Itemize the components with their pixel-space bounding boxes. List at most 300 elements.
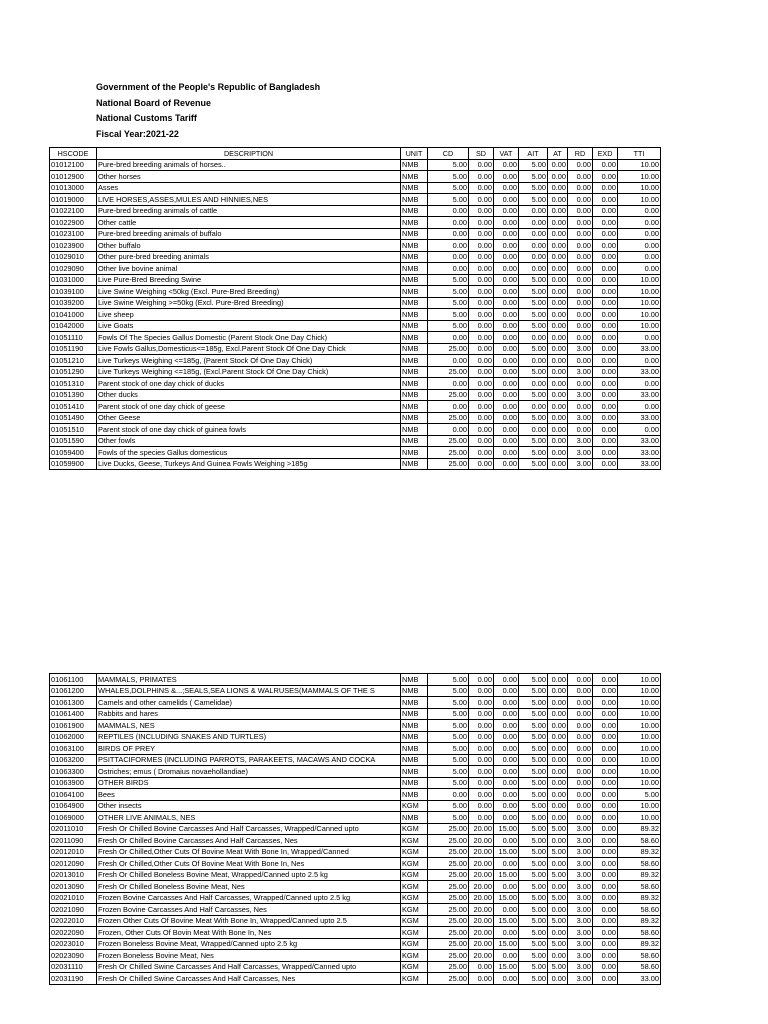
exd-cell: 0.00 bbox=[593, 205, 618, 217]
description-cell: Live Turkeys Weighing <=185g, (Parent Stock Of One Day Chick) bbox=[97, 355, 401, 367]
tti-cell: 10.00 bbox=[618, 812, 661, 824]
tti-cell: 10.00 bbox=[618, 743, 661, 755]
sd-cell: 0.00 bbox=[469, 674, 494, 686]
exd-cell: 0.00 bbox=[593, 708, 618, 720]
hscode-cell: 01061100 bbox=[50, 674, 97, 686]
description-cell: Fresh Or Chilled Swine Carcasses And Half Carcasses, Wrapped/Canned upto bbox=[97, 961, 401, 973]
exd-cell: 0.00 bbox=[593, 881, 618, 893]
at-cell: 0.00 bbox=[548, 424, 568, 436]
hscode-cell: 01012100 bbox=[50, 159, 97, 171]
unit-cell: NMB bbox=[401, 205, 428, 217]
rd-cell: 0.00 bbox=[568, 754, 593, 766]
ait-cell: 0.00 bbox=[519, 240, 548, 252]
table-row bbox=[50, 743, 661, 755]
ait-cell: 0.00 bbox=[519, 424, 548, 436]
unit-cell: NMB bbox=[401, 777, 428, 789]
rd-cell: 0.00 bbox=[568, 309, 593, 321]
unit-cell: KGM bbox=[401, 823, 428, 835]
vat-cell: 0.00 bbox=[494, 286, 519, 298]
exd-cell: 0.00 bbox=[593, 228, 618, 240]
ait-cell: 5.00 bbox=[519, 973, 548, 985]
vat-cell: 0.00 bbox=[494, 171, 519, 183]
unit-cell: NMB bbox=[401, 286, 428, 298]
hscode-cell: 02013090 bbox=[50, 881, 97, 893]
cd-cell: 25.00 bbox=[428, 858, 469, 870]
table-row bbox=[50, 378, 661, 390]
tti-cell: 33.00 bbox=[618, 435, 661, 447]
rd-cell: 3.00 bbox=[568, 389, 593, 401]
vat-cell: 0.00 bbox=[494, 674, 519, 686]
unit-cell: NMB bbox=[401, 697, 428, 709]
sd-cell: 0.00 bbox=[469, 332, 494, 344]
at-cell: 0.00 bbox=[548, 171, 568, 183]
description-cell: Parent stock of one day chick of guinea fowls bbox=[97, 424, 401, 436]
header-government: Government of the People's Republic of Bangladesh bbox=[96, 82, 321, 92]
unit-cell: NMB bbox=[401, 435, 428, 447]
hscode-cell: 01063300 bbox=[50, 766, 97, 778]
description-cell: Other pure-bred breeding animals bbox=[97, 251, 401, 263]
description-cell: MAMMALS, PRIMATES bbox=[97, 674, 401, 686]
hscode-cell: 01061400 bbox=[50, 708, 97, 720]
rd-cell: 3.00 bbox=[568, 412, 593, 424]
at-cell: 0.00 bbox=[548, 789, 568, 801]
rd-cell: 3.00 bbox=[568, 435, 593, 447]
unit-cell: KGM bbox=[401, 915, 428, 927]
ait-cell: 5.00 bbox=[519, 194, 548, 206]
at-cell: 0.00 bbox=[548, 927, 568, 939]
ait-cell: 5.00 bbox=[519, 927, 548, 939]
tti-cell: 0.00 bbox=[618, 251, 661, 263]
tti-cell: 10.00 bbox=[618, 159, 661, 171]
vat-cell: 0.00 bbox=[494, 274, 519, 286]
cd-cell: 25.00 bbox=[428, 366, 469, 378]
vat-cell: 0.00 bbox=[494, 800, 519, 812]
rd-cell: 0.00 bbox=[568, 205, 593, 217]
vat-cell: 0.00 bbox=[494, 297, 519, 309]
description-cell: Fresh Or Chilled Bovine Carcasses And Half Carcasses, Wrapped/Canned upto bbox=[97, 823, 401, 835]
exd-cell: 0.00 bbox=[593, 309, 618, 321]
description-cell: Live Fowls Gallus,Domesticus<=185g, Excl.Parent Stock Of One Day Chick bbox=[97, 343, 401, 355]
at-cell: 0.00 bbox=[548, 731, 568, 743]
tti-cell: 89.32 bbox=[618, 915, 661, 927]
hscode-cell: 01041000 bbox=[50, 309, 97, 321]
ait-cell: 5.00 bbox=[519, 846, 548, 858]
cd-cell: 5.00 bbox=[428, 720, 469, 732]
description-cell: Pure-bred breeding animals of buffalo bbox=[97, 228, 401, 240]
document-header bbox=[96, 80, 320, 142]
rd-cell: 3.00 bbox=[568, 881, 593, 893]
col-header-tti: TTI bbox=[618, 148, 661, 160]
cd-cell: 0.00 bbox=[428, 401, 469, 413]
unit-cell: NMB bbox=[401, 263, 428, 275]
exd-cell: 0.00 bbox=[593, 286, 618, 298]
vat-cell: 0.00 bbox=[494, 320, 519, 332]
cd-cell: 25.00 bbox=[428, 961, 469, 973]
rd-cell: 0.00 bbox=[568, 777, 593, 789]
vat-cell: 0.00 bbox=[494, 251, 519, 263]
rd-cell: 3.00 bbox=[568, 823, 593, 835]
sd-cell: 0.00 bbox=[469, 378, 494, 390]
unit-cell: KGM bbox=[401, 869, 428, 881]
description-cell: Live Swine Weighing >=50kg (Excl. Pure-Bred Breeding) bbox=[97, 297, 401, 309]
at-cell: 0.00 bbox=[548, 320, 568, 332]
at-cell: 0.00 bbox=[548, 685, 568, 697]
vat-cell: 0.00 bbox=[494, 240, 519, 252]
description-cell: Frozen Bovine Carcasses And Half Carcasses, Nes bbox=[97, 904, 401, 916]
description-cell: Frozen Boneless Bovine Meat, Nes bbox=[97, 950, 401, 962]
exd-cell: 0.00 bbox=[593, 447, 618, 459]
sd-cell: 0.00 bbox=[469, 800, 494, 812]
table-row bbox=[50, 286, 661, 298]
sd-cell: 0.00 bbox=[469, 182, 494, 194]
unit-cell: KGM bbox=[401, 858, 428, 870]
description-cell: MAMMALS, NES bbox=[97, 720, 401, 732]
table-row bbox=[50, 766, 661, 778]
hscode-cell: 01051210 bbox=[50, 355, 97, 367]
sd-cell: 20.00 bbox=[469, 835, 494, 847]
at-cell: 5.00 bbox=[548, 961, 568, 973]
hscode-cell: 02022010 bbox=[50, 915, 97, 927]
vat-cell: 0.00 bbox=[494, 332, 519, 344]
ait-cell: 0.00 bbox=[519, 205, 548, 217]
table-row bbox=[50, 251, 661, 263]
cd-cell: 5.00 bbox=[428, 800, 469, 812]
ait-cell: 5.00 bbox=[519, 892, 548, 904]
hscode-cell: 01061300 bbox=[50, 697, 97, 709]
ait-cell: 5.00 bbox=[519, 685, 548, 697]
exd-cell: 0.00 bbox=[593, 915, 618, 927]
cd-cell: 25.00 bbox=[428, 915, 469, 927]
unit-cell: KGM bbox=[401, 800, 428, 812]
sd-cell: 0.00 bbox=[469, 812, 494, 824]
hscode-cell: 01059400 bbox=[50, 447, 97, 459]
tti-cell: 10.00 bbox=[618, 731, 661, 743]
tti-cell: 0.00 bbox=[618, 332, 661, 344]
cd-cell: 0.00 bbox=[428, 263, 469, 275]
hscode-cell: 01039200 bbox=[50, 297, 97, 309]
tti-cell: 89.32 bbox=[618, 846, 661, 858]
rd-cell: 3.00 bbox=[568, 846, 593, 858]
unit-cell: KGM bbox=[401, 973, 428, 985]
unit-cell: NMB bbox=[401, 674, 428, 686]
ait-cell: 5.00 bbox=[519, 286, 548, 298]
at-cell: 0.00 bbox=[548, 286, 568, 298]
description-cell: Fowls Of The Species Gallus Domestic (Parent Stock One Day Chick) bbox=[97, 332, 401, 344]
at-cell: 0.00 bbox=[548, 881, 568, 893]
description-cell: Fresh Or Chilled Boneless Bovine Meat, Wrapped/Canned upto 2.5 kg bbox=[97, 869, 401, 881]
exd-cell: 0.00 bbox=[593, 171, 618, 183]
at-cell: 0.00 bbox=[548, 240, 568, 252]
cd-cell: 0.00 bbox=[428, 332, 469, 344]
tti-cell: 89.32 bbox=[618, 892, 661, 904]
tti-cell: 0.00 bbox=[618, 217, 661, 229]
table-row bbox=[50, 674, 661, 686]
exd-cell: 0.00 bbox=[593, 355, 618, 367]
at-cell: 5.00 bbox=[548, 915, 568, 927]
description-cell: Bees bbox=[97, 789, 401, 801]
at-cell: 0.00 bbox=[548, 274, 568, 286]
sd-cell: 0.00 bbox=[469, 217, 494, 229]
ait-cell: 5.00 bbox=[519, 697, 548, 709]
vat-cell: 0.00 bbox=[494, 309, 519, 321]
description-cell: Fresh Or Chilled Bovine Carcasses And Half Carcasses, Nes bbox=[97, 835, 401, 847]
exd-cell: 0.00 bbox=[593, 697, 618, 709]
description-cell: Asses bbox=[97, 182, 401, 194]
description-cell: OTHER LIVE ANIMALS, NES bbox=[97, 812, 401, 824]
cd-cell: 5.00 bbox=[428, 674, 469, 686]
ait-cell: 5.00 bbox=[519, 789, 548, 801]
cd-cell: 25.00 bbox=[428, 904, 469, 916]
vat-cell: 0.00 bbox=[494, 424, 519, 436]
description-cell: Live Pure-Bred Breeding Swine bbox=[97, 274, 401, 286]
hscode-cell: 01051510 bbox=[50, 424, 97, 436]
unit-cell: NMB bbox=[401, 812, 428, 824]
cd-cell: 25.00 bbox=[428, 869, 469, 881]
tti-cell: 10.00 bbox=[618, 182, 661, 194]
unit-cell: NMB bbox=[401, 251, 428, 263]
sd-cell: 0.00 bbox=[469, 777, 494, 789]
ait-cell: 0.00 bbox=[519, 401, 548, 413]
hscode-cell: 02011010 bbox=[50, 823, 97, 835]
table-row bbox=[50, 938, 661, 950]
vat-cell: 0.00 bbox=[494, 789, 519, 801]
sd-cell: 0.00 bbox=[469, 766, 494, 778]
cd-cell: 5.00 bbox=[428, 685, 469, 697]
vat-cell: 0.00 bbox=[494, 194, 519, 206]
at-cell: 0.00 bbox=[548, 447, 568, 459]
col-header-rd: RD bbox=[568, 148, 593, 160]
header-board: National Board of Revenue bbox=[96, 97, 212, 108]
vat-cell: 15.00 bbox=[494, 938, 519, 950]
sd-cell: 0.00 bbox=[469, 366, 494, 378]
rd-cell: 3.00 bbox=[568, 858, 593, 870]
ait-cell: 5.00 bbox=[519, 915, 548, 927]
tti-cell: 0.00 bbox=[618, 355, 661, 367]
sd-cell: 0.00 bbox=[469, 159, 494, 171]
at-cell: 0.00 bbox=[548, 754, 568, 766]
tti-cell: 10.00 bbox=[618, 685, 661, 697]
at-cell: 0.00 bbox=[548, 720, 568, 732]
ait-cell: 5.00 bbox=[519, 708, 548, 720]
at-cell: 5.00 bbox=[548, 823, 568, 835]
cd-cell: 5.00 bbox=[428, 194, 469, 206]
hscode-cell: 01064900 bbox=[50, 800, 97, 812]
table-row bbox=[50, 708, 661, 720]
rd-cell: 3.00 bbox=[568, 950, 593, 962]
table-row bbox=[50, 194, 661, 206]
exd-cell: 0.00 bbox=[593, 869, 618, 881]
description-cell: Fresh Or Chilled,Other Cuts Of Bovine Meat With Bone In, Nes bbox=[97, 858, 401, 870]
unit-cell: NMB bbox=[401, 389, 428, 401]
rd-cell: 3.00 bbox=[568, 835, 593, 847]
unit-cell: KGM bbox=[401, 938, 428, 950]
ait-cell: 0.00 bbox=[519, 332, 548, 344]
cd-cell: 5.00 bbox=[428, 320, 469, 332]
tti-cell: 58.60 bbox=[618, 927, 661, 939]
sd-cell: 0.00 bbox=[469, 389, 494, 401]
table-row bbox=[50, 343, 661, 355]
ait-cell: 5.00 bbox=[519, 904, 548, 916]
sd-cell: 20.00 bbox=[469, 846, 494, 858]
unit-cell: NMB bbox=[401, 424, 428, 436]
exd-cell: 0.00 bbox=[593, 685, 618, 697]
table-row bbox=[50, 685, 661, 697]
exd-cell: 0.00 bbox=[593, 194, 618, 206]
ait-cell: 5.00 bbox=[519, 835, 548, 847]
table-row bbox=[50, 159, 661, 171]
exd-cell: 0.00 bbox=[593, 240, 618, 252]
vat-cell: 0.00 bbox=[494, 159, 519, 171]
exd-cell: 0.00 bbox=[593, 389, 618, 401]
table-row bbox=[50, 401, 661, 413]
ait-cell: 5.00 bbox=[519, 881, 548, 893]
hscode-cell: 01062000 bbox=[50, 731, 97, 743]
cd-cell: 0.00 bbox=[428, 424, 469, 436]
cd-cell: 25.00 bbox=[428, 881, 469, 893]
cd-cell: 5.00 bbox=[428, 159, 469, 171]
sd-cell: 0.00 bbox=[469, 720, 494, 732]
tti-cell: 33.00 bbox=[618, 412, 661, 424]
rd-cell: 0.00 bbox=[568, 685, 593, 697]
tti-cell: 10.00 bbox=[618, 754, 661, 766]
at-cell: 0.00 bbox=[548, 194, 568, 206]
hscode-cell: 01051110 bbox=[50, 332, 97, 344]
vat-cell: 0.00 bbox=[494, 685, 519, 697]
hscode-cell: 01051390 bbox=[50, 389, 97, 401]
table-row bbox=[50, 754, 661, 766]
tti-cell: 33.00 bbox=[618, 389, 661, 401]
hscode-cell: 01051290 bbox=[50, 366, 97, 378]
ait-cell: 5.00 bbox=[519, 812, 548, 824]
sd-cell: 0.00 bbox=[469, 194, 494, 206]
cd-cell: 25.00 bbox=[428, 389, 469, 401]
exd-cell: 0.00 bbox=[593, 401, 618, 413]
table-row bbox=[50, 835, 661, 847]
vat-cell: 0.00 bbox=[494, 355, 519, 367]
sd-cell: 20.00 bbox=[469, 858, 494, 870]
unit-cell: NMB bbox=[401, 458, 428, 470]
ait-cell: 5.00 bbox=[519, 343, 548, 355]
cd-cell: 5.00 bbox=[428, 297, 469, 309]
at-cell: 0.00 bbox=[548, 159, 568, 171]
cd-cell: 25.00 bbox=[428, 938, 469, 950]
cd-cell: 5.00 bbox=[428, 274, 469, 286]
description-cell: Pure-bred breeding animals of horses.. bbox=[97, 159, 401, 171]
cd-cell: 5.00 bbox=[428, 754, 469, 766]
tti-cell: 0.00 bbox=[618, 424, 661, 436]
tti-cell: 89.32 bbox=[618, 869, 661, 881]
tti-cell: 10.00 bbox=[618, 777, 661, 789]
table-row bbox=[50, 458, 661, 470]
vat-cell: 0.00 bbox=[494, 777, 519, 789]
hscode-cell: 02023090 bbox=[50, 950, 97, 962]
unit-cell: KGM bbox=[401, 927, 428, 939]
ait-cell: 5.00 bbox=[519, 800, 548, 812]
ait-cell: 5.00 bbox=[519, 731, 548, 743]
description-cell: Fowls of the species Gallus domesticus bbox=[97, 447, 401, 459]
hscode-cell: 02021090 bbox=[50, 904, 97, 916]
table-row bbox=[50, 846, 661, 858]
tti-cell: 0.00 bbox=[618, 401, 661, 413]
cd-cell: 25.00 bbox=[428, 412, 469, 424]
table-row bbox=[50, 320, 661, 332]
exd-cell: 0.00 bbox=[593, 435, 618, 447]
tti-cell: 10.00 bbox=[618, 171, 661, 183]
rd-cell: 0.00 bbox=[568, 708, 593, 720]
at-cell: 0.00 bbox=[548, 251, 568, 263]
rd-cell: 0.00 bbox=[568, 789, 593, 801]
table-row bbox=[50, 240, 661, 252]
table-row bbox=[50, 869, 661, 881]
cd-cell: 25.00 bbox=[428, 950, 469, 962]
rd-cell: 0.00 bbox=[568, 401, 593, 413]
unit-cell: KGM bbox=[401, 881, 428, 893]
description-cell: Parent stock of one day chick of ducks bbox=[97, 378, 401, 390]
cd-cell: 5.00 bbox=[428, 708, 469, 720]
at-cell: 0.00 bbox=[548, 835, 568, 847]
exd-cell: 0.00 bbox=[593, 412, 618, 424]
rd-cell: 3.00 bbox=[568, 869, 593, 881]
tti-cell: 0.00 bbox=[618, 263, 661, 275]
exd-cell: 0.00 bbox=[593, 366, 618, 378]
ait-cell: 5.00 bbox=[519, 720, 548, 732]
hscode-cell: 02031190 bbox=[50, 973, 97, 985]
at-cell: 0.00 bbox=[548, 800, 568, 812]
description-cell: Other Geese bbox=[97, 412, 401, 424]
vat-cell: 0.00 bbox=[494, 812, 519, 824]
cd-cell: 0.00 bbox=[428, 217, 469, 229]
description-cell: Fresh Or Chilled,Other Cuts Of Bovine Meat With Bone In, Wrapped/Canned bbox=[97, 846, 401, 858]
tti-cell: 10.00 bbox=[618, 766, 661, 778]
ait-cell: 0.00 bbox=[519, 217, 548, 229]
rd-cell: 0.00 bbox=[568, 355, 593, 367]
unit-cell: NMB bbox=[401, 412, 428, 424]
description-cell: Frozen Other Cuts Of Bovine Meat With Bone In, Wrapped/Canned upto 2.5 bbox=[97, 915, 401, 927]
at-cell: 0.00 bbox=[548, 297, 568, 309]
description-cell: Camels and other camelids ( Camelidae) bbox=[97, 697, 401, 709]
table-row bbox=[50, 309, 661, 321]
vat-cell: 0.00 bbox=[494, 743, 519, 755]
rd-cell: 0.00 bbox=[568, 720, 593, 732]
sd-cell: 20.00 bbox=[469, 950, 494, 962]
cd-cell: 25.00 bbox=[428, 927, 469, 939]
hscode-cell: 01039100 bbox=[50, 286, 97, 298]
exd-cell: 0.00 bbox=[593, 674, 618, 686]
sd-cell: 0.00 bbox=[469, 731, 494, 743]
cd-cell: 0.00 bbox=[428, 355, 469, 367]
table-row bbox=[50, 182, 661, 194]
vat-cell: 15.00 bbox=[494, 892, 519, 904]
table-header-row bbox=[50, 148, 661, 160]
header-tariff-title: National Customs Tariff bbox=[96, 113, 197, 123]
rd-cell: 0.00 bbox=[568, 800, 593, 812]
exd-cell: 0.00 bbox=[593, 835, 618, 847]
sd-cell: 0.00 bbox=[469, 685, 494, 697]
tti-cell: 10.00 bbox=[618, 720, 661, 732]
sd-cell: 0.00 bbox=[469, 743, 494, 755]
sd-cell: 0.00 bbox=[469, 251, 494, 263]
exd-cell: 0.00 bbox=[593, 777, 618, 789]
cd-cell: 5.00 bbox=[428, 171, 469, 183]
col-header-cd: CD bbox=[428, 148, 469, 160]
cd-cell: 0.00 bbox=[428, 789, 469, 801]
hscode-cell: 01051190 bbox=[50, 343, 97, 355]
tti-cell: 10.00 bbox=[618, 274, 661, 286]
vat-cell: 0.00 bbox=[494, 412, 519, 424]
vat-cell: 15.00 bbox=[494, 846, 519, 858]
sd-cell: 0.00 bbox=[469, 205, 494, 217]
at-cell: 0.00 bbox=[548, 217, 568, 229]
